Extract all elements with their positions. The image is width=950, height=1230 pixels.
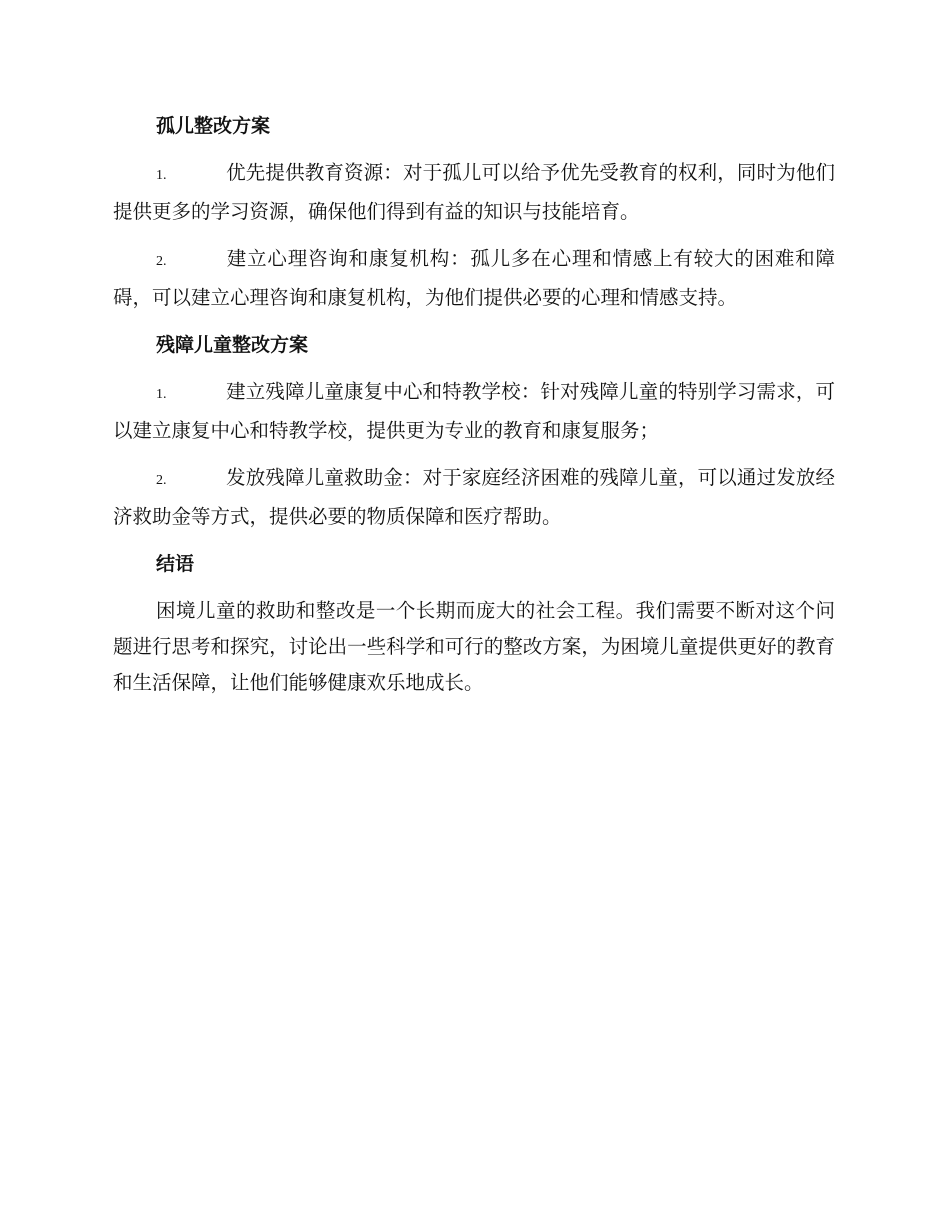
list-item-text: 优先提供教育资源：对于孤儿可以给予优先受教育的权利，同时为他们提供更多的学习资源，确保他们得到有益的知识与技能培育。 xyxy=(113,161,835,223)
list-item xyxy=(113,374,835,449)
list-item-text: 发放残障儿童救助金：对于家庭经济困难的残障儿童，可以通过发放经济救助金等方式，提供必要的物质保障和医疗帮助。 xyxy=(113,466,835,528)
section-heading-conclusion: 结语 xyxy=(156,553,195,575)
list-item-text: 建立心理咨询和康复机构：孤儿多在心理和情感上有较大的困难和障碍，可以建立心理咨询和康复机构，为他们提供必要的心理和情感支持。 xyxy=(113,247,835,309)
list-item xyxy=(113,241,835,316)
section-heading-orphans: 孤儿整改方案 xyxy=(156,115,271,137)
list-item-number: 2. xyxy=(156,254,167,269)
list-item-number: 2. xyxy=(156,473,167,488)
section-heading-disabled-children: 残障儿童整改方案 xyxy=(156,334,309,356)
conclusion-paragraph: 困境儿童的救助和整改是一个长期而庞大的社会工程。我们需要不断对这个问题进行思考和探究，讨论出一些科学和可行的整改方案，为困境儿童提供更好的教育和生活保障，让他们能够健康欢乐地成长。 xyxy=(113,599,835,694)
list-item xyxy=(113,155,835,230)
list-item-text: 建立残障儿童康复中心和特教学校：针对残障儿童的特别学习需求，可以建立康复中心和特教学校，提供更为专业的教育和康复服务； xyxy=(113,380,835,442)
list-item xyxy=(113,460,835,535)
document-page xyxy=(113,108,835,712)
list-item-number: 1. xyxy=(156,168,167,183)
list-item-number: 1. xyxy=(156,387,167,402)
